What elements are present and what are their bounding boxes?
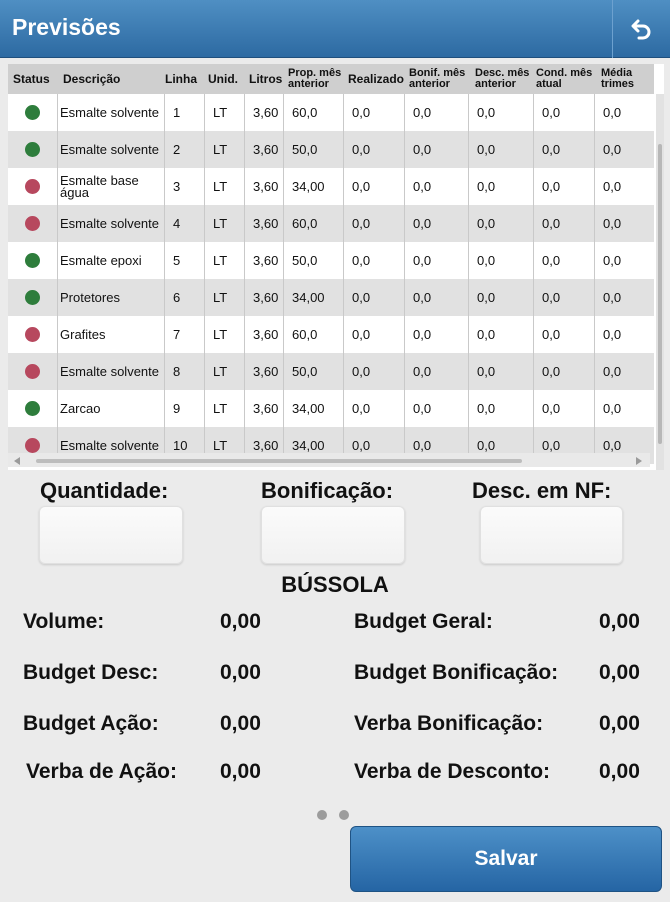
- cell-prop: 34,00: [284, 168, 344, 205]
- volume-value: 0,00: [220, 610, 261, 633]
- cell-litros: 3,60: [245, 205, 284, 242]
- cell-cond: 0,0: [534, 353, 595, 390]
- cell-unid: LT: [205, 316, 245, 353]
- cell-media: 0,0: [603, 327, 622, 342]
- cell-cond: 0,0: [534, 242, 595, 279]
- cell-unid: LT: [205, 131, 245, 168]
- cell-prop: 60,0: [284, 94, 344, 131]
- cell-descricao: Zarcao: [58, 390, 165, 427]
- cell-desc: 0,0: [469, 353, 534, 390]
- cell-desc: 0,0: [469, 390, 534, 427]
- cell-litros: 3,60: [245, 131, 284, 168]
- verba-acao-label: Verba de Ação:: [26, 760, 177, 783]
- cell-bonif: 0,0: [405, 316, 469, 353]
- cell-linha: 6: [165, 279, 205, 316]
- table-row[interactable]: [8, 316, 654, 353]
- cell-desc: 0,0: [469, 168, 534, 205]
- table-row[interactable]: [8, 131, 654, 168]
- cell-desc: 0,0: [469, 427, 534, 464]
- col-desc-mes-anterior: Desc. mês anterior: [475, 67, 530, 90]
- budget-geral-value: 0,00: [599, 610, 640, 633]
- cell-bonif: 0,0: [405, 390, 469, 427]
- cell-descricao: Esmalte solvente: [58, 94, 165, 131]
- cell-media: 0,0: [603, 216, 622, 231]
- cell-bonif: 0,0: [405, 131, 469, 168]
- table-row[interactable]: [8, 205, 654, 242]
- cell-realizado: 0,0: [344, 205, 405, 242]
- status-dot-icon: [25, 401, 40, 416]
- verba-bonificacao-value: 0,00: [599, 712, 640, 735]
- status-cell: [8, 131, 58, 168]
- cell-unid: LT: [205, 390, 245, 427]
- cell-realizado: 0,0: [344, 427, 405, 464]
- cell-desc: 0,0: [469, 279, 534, 316]
- cell-realizado: 0,0: [344, 242, 405, 279]
- cell-descricao: Esmalte solvente: [58, 353, 165, 390]
- cell-bonif: 0,0: [405, 427, 469, 464]
- status-dot-icon: [25, 216, 40, 231]
- header-bar: [0, 0, 670, 58]
- bussola-title: BÚSSOLA: [281, 572, 389, 597]
- col-linha: Linha: [165, 71, 197, 86]
- cell-realizado: 0,0: [344, 390, 405, 427]
- cell-desc: 0,0: [469, 94, 534, 131]
- status-cell: [8, 390, 58, 427]
- budget-desc-label: Budget Desc:: [23, 661, 159, 684]
- cell-desc: 0,0: [469, 316, 534, 353]
- cell-desc: 0,0: [469, 131, 534, 168]
- cell-cond: 0,0: [534, 94, 595, 131]
- status-dot-icon: [25, 364, 40, 379]
- cell-descricao: Protetores: [58, 279, 165, 316]
- vertical-scroll-thumb[interactable]: [658, 144, 662, 444]
- col-realizado: Realizado: [348, 71, 405, 86]
- cell-cond: 0,0: [534, 427, 595, 464]
- cell-realizado: 0,0: [344, 131, 405, 168]
- col-bonif-mes-anterior: Bonif. mês anterior: [409, 67, 466, 90]
- cell-unid: LT: [205, 242, 245, 279]
- status-cell: [8, 353, 58, 390]
- undo-arrow-icon: [629, 16, 655, 42]
- cell-realizado: 0,0: [344, 279, 405, 316]
- status-cell: [8, 168, 58, 205]
- col-litros: Litros: [249, 71, 283, 86]
- cell-prop: 60,0: [284, 205, 344, 242]
- cell-litros: 3,60: [245, 242, 284, 279]
- cell-litros: 3,60: [245, 353, 284, 390]
- cell-unid: LT: [205, 279, 245, 316]
- cell-descricao: Esmalte epoxi: [58, 242, 165, 279]
- status-cell: [8, 316, 58, 353]
- cell-prop: 34,00: [284, 427, 344, 464]
- desc-nf-input[interactable]: [480, 506, 623, 564]
- cell-media: 0,0: [603, 253, 622, 268]
- cell-unid: LT: [205, 205, 245, 242]
- table-row[interactable]: [8, 353, 654, 390]
- cell-prop: 60,0: [284, 316, 344, 353]
- col-media-trimes: Média trimes: [601, 67, 635, 90]
- cell-descricao: Grafites: [58, 316, 165, 353]
- col-unid: Unid.: [208, 71, 238, 86]
- cell-prop: 34,00: [284, 279, 344, 316]
- cell-desc: 0,0: [469, 205, 534, 242]
- cell-realizado: 0,0: [344, 316, 405, 353]
- cell-media: 0,0: [603, 401, 622, 416]
- budget-geral-label: Budget Geral:: [354, 610, 493, 633]
- budget-acao-label: Budget Ação:: [23, 712, 159, 735]
- back-button[interactable]: [612, 0, 670, 58]
- cell-cond: 0,0: [534, 168, 595, 205]
- cell-realizado: 0,0: [344, 353, 405, 390]
- verba-desconto-value: 0,00: [599, 760, 640, 783]
- desc-nf-label: Desc. em NF:: [472, 478, 612, 503]
- cell-prop: 50,0: [284, 131, 344, 168]
- cell-media: 0,0: [603, 179, 622, 194]
- col-descricao: Descrição: [63, 71, 121, 86]
- save-button[interactable]: Salvar: [350, 826, 662, 892]
- bonificacao-input[interactable]: [261, 506, 405, 564]
- horizontal-scrollbar[interactable]: [8, 453, 650, 467]
- status-dot-icon: [25, 438, 40, 453]
- cell-linha: 1: [165, 94, 205, 131]
- status-cell: [8, 242, 58, 279]
- cell-cond: 0,0: [534, 131, 595, 168]
- page-indicator-dot[interactable]: [317, 810, 327, 820]
- cell-media: 0,0: [603, 290, 622, 305]
- cell-media: 0,0: [603, 364, 622, 379]
- verba-desconto-label: Verba de Desconto:: [354, 760, 551, 783]
- cell-cond: 0,0: [534, 205, 595, 242]
- cell-prop: 50,0: [284, 242, 344, 279]
- status-cell: [8, 279, 58, 316]
- cell-litros: 3,60: [245, 427, 284, 464]
- cell-bonif: 0,0: [405, 205, 469, 242]
- table-row[interactable]: [8, 242, 654, 279]
- cell-cond: 0,0: [534, 390, 595, 427]
- cell-linha: 9: [165, 390, 205, 427]
- cell-linha: 2: [165, 131, 205, 168]
- quantidade-label: Quantidade:: [40, 478, 169, 503]
- cell-bonif: 0,0: [405, 242, 469, 279]
- cell-linha: 10: [165, 427, 205, 464]
- table-row[interactable]: [8, 279, 654, 316]
- cell-descricao: Esmalte solvente: [58, 205, 165, 242]
- status-dot-icon: [25, 290, 40, 305]
- status-dot-icon: [25, 327, 40, 342]
- cell-linha: 3: [165, 168, 205, 205]
- cell-bonif: 0,0: [405, 168, 469, 205]
- col-prop-mes-anterior: Prop. mês anterior: [288, 67, 342, 90]
- cell-litros: 3,60: [245, 279, 284, 316]
- budget-bonificacao-label: Budget Bonificação:: [354, 661, 559, 684]
- cell-unid: LT: [205, 94, 245, 131]
- cell-bonif: 0,0: [405, 353, 469, 390]
- previsoes-table: [8, 64, 664, 470]
- cell-bonif: 0,0: [405, 279, 469, 316]
- status-dot-icon: [25, 105, 40, 120]
- cell-litros: 3,60: [245, 94, 284, 131]
- cell-bonif: 0,0: [405, 94, 469, 131]
- cell-descricao: Esmalte solvente: [58, 131, 165, 168]
- cell-litros: 3,60: [245, 390, 284, 427]
- verba-acao-value: 0,00: [220, 760, 261, 783]
- cell-unid: LT: [205, 168, 245, 205]
- quantidade-input[interactable]: [39, 506, 183, 564]
- cell-descricao: Esmalte solvente: [58, 427, 165, 464]
- cell-descricao: Esmalte base água: [58, 168, 165, 205]
- budget-acao-value: 0,00: [220, 712, 261, 735]
- status-cell: [8, 94, 58, 131]
- verba-bonificacao-label: Verba Bonificação:: [354, 712, 544, 735]
- cell-linha: 4: [165, 205, 205, 242]
- table-header: [8, 64, 654, 94]
- cell-media: 0,0: [603, 105, 622, 120]
- table-row[interactable]: [8, 390, 654, 427]
- col-cond-mes-atual: Cond. mês atual: [536, 67, 593, 90]
- table-row[interactable]: [8, 94, 654, 131]
- cell-realizado: 0,0: [344, 94, 405, 131]
- cell-desc: 0,0: [469, 242, 534, 279]
- vertical-scrollbar[interactable]: [656, 94, 664, 470]
- cell-cond: 0,0: [534, 279, 595, 316]
- status-dot-icon: [25, 179, 40, 194]
- table-row[interactable]: [8, 168, 654, 205]
- budget-desc-value: 0,00: [220, 661, 261, 684]
- cell-linha: 5: [165, 242, 205, 279]
- cell-unid: LT: [205, 427, 245, 464]
- cell-litros: 3,60: [245, 168, 284, 205]
- budget-bonificacao-value: 0,00: [599, 661, 640, 684]
- col-status: Status: [13, 71, 50, 86]
- status-cell: [8, 205, 58, 242]
- status-dot-icon: [25, 142, 40, 157]
- cell-linha: 7: [165, 316, 205, 353]
- horizontal-scroll-thumb[interactable]: [36, 459, 522, 463]
- cell-media: 0,0: [603, 142, 622, 157]
- cell-prop: 34,00: [284, 390, 344, 427]
- cell-unid: LT: [205, 353, 245, 390]
- scroll-right-arrow-icon[interactable]: [636, 457, 642, 465]
- cell-cond: 0,0: [534, 316, 595, 353]
- cell-linha: 8: [165, 353, 205, 390]
- status-dot-icon: [25, 253, 40, 268]
- bonificacao-label: Bonificação:: [261, 478, 394, 503]
- page-title: Previsões: [12, 14, 121, 40]
- cell-media: 0,0: [603, 438, 622, 453]
- page-indicator-dot[interactable]: [339, 810, 349, 820]
- cell-realizado: 0,0: [344, 168, 405, 205]
- cell-litros: 3,60: [245, 316, 284, 353]
- scroll-left-arrow-icon[interactable]: [14, 457, 20, 465]
- cell-prop: 50,0: [284, 353, 344, 390]
- volume-label: Volume:: [23, 610, 105, 633]
